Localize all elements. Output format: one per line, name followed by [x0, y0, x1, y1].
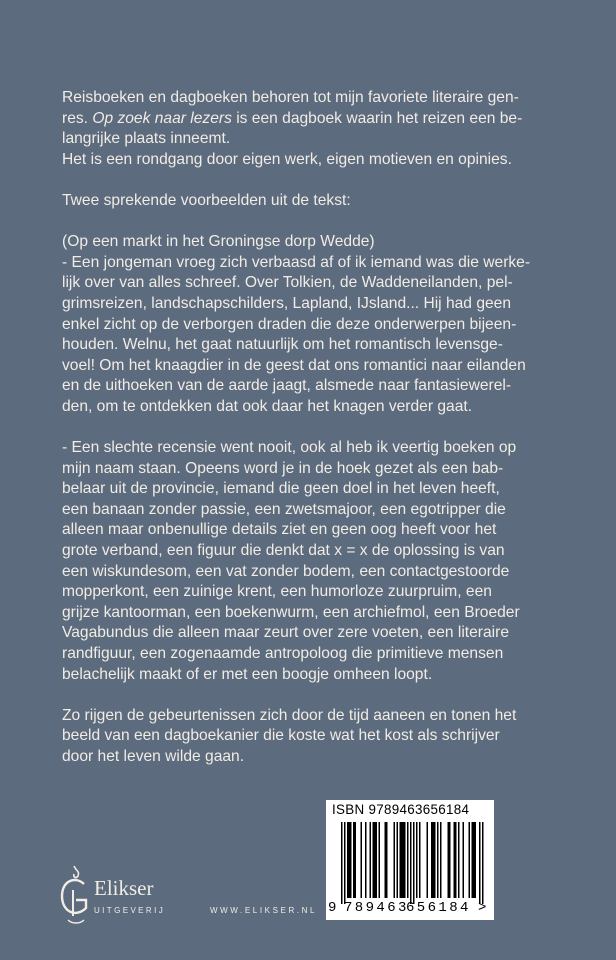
barcode-bar — [433, 822, 435, 898]
example2-line: een banaan zonder passie, een zwetsmajoor, een egotripper die — [62, 500, 506, 518]
barcode-digits-right: 656184 — [406, 900, 471, 916]
example1-context: (Op een markt in het Groningse dorp Wedde) — [62, 233, 375, 251]
example2-line: - Een slechte recensie went nooit, ook al heb ik veertig boeken op — [62, 439, 517, 457]
publisher-logo — [54, 862, 194, 932]
barcode-bar — [401, 822, 403, 898]
closing-line: Zo rijgen de gebeurtenissen zich door de tijd aaneen en tonen het — [62, 706, 517, 724]
barcode-bar — [440, 822, 442, 898]
intro-prefix: res. — [62, 109, 93, 127]
barcode-bar — [404, 822, 406, 898]
barcode-bar — [482, 822, 484, 904]
barcode-bar — [365, 822, 367, 898]
barcode-bar — [419, 822, 421, 898]
barcode-bar — [434, 822, 436, 898]
barcode-bar — [410, 822, 412, 904]
barcode-bar — [416, 822, 418, 898]
barcode-bar — [376, 822, 378, 898]
book-title: Op zoek naar lezers — [92, 109, 232, 127]
barcode-arrow: > — [478, 900, 487, 916]
closing-line: beeld van een dagboekanier die koste wat het kost als schrijver — [62, 727, 500, 745]
barcode-bar — [455, 822, 457, 898]
publisher-name: Elikser — [94, 876, 154, 900]
barcode-bar — [355, 822, 357, 898]
publisher-website: WWW.ELIKSER.NL — [210, 906, 318, 915]
intro-line: Het is een rondgang door eigen werk, eigen motieven en opinies. — [62, 150, 512, 168]
barcode-bar — [475, 822, 477, 898]
barcode-bar — [361, 822, 363, 898]
barcode-bar — [463, 822, 465, 898]
example1-line: den, om te ontdekken dat ook daar het knagen verder gaat. — [62, 397, 473, 415]
barcode-bar — [458, 822, 460, 898]
barcode-bar — [347, 822, 349, 898]
barcode-icon — [326, 822, 494, 906]
barcode-bar — [407, 822, 409, 898]
example2-line: Vagabundus die alleen maar zeurt over zere voeten, een literaire — [62, 624, 510, 642]
examples-heading: Twee sprekende voorbeelden uit de tekst: — [62, 191, 351, 209]
barcode-bar — [449, 822, 451, 898]
barcode-bar — [373, 822, 375, 898]
example2-line: grijze kantoorman, een boekenwurm, een archiefmol, een Broeder — [62, 603, 520, 621]
barcode-bar — [344, 822, 346, 904]
closing-line: door het leven wilde gaan. — [62, 748, 245, 765]
isbn-label: ISBN 9789463656184 — [332, 802, 470, 817]
example2-line: alleen maar onbenullige details ziet en geen oog heeft voor het — [62, 521, 497, 539]
isbn-barcode — [326, 800, 494, 920]
barcode-bar — [427, 822, 429, 898]
barcode-bar — [385, 822, 387, 898]
barcode-bar — [448, 822, 450, 898]
barcode-bar — [469, 822, 471, 898]
barcode-bar — [413, 822, 415, 904]
intro-line — [62, 109, 562, 130]
example2-line: mopperkont, een zuinige krent, een humorloze zuurpruim, een — [62, 583, 492, 601]
barcode-bar — [437, 822, 439, 898]
barcode-bar — [400, 822, 402, 898]
barcode-bar — [370, 822, 372, 898]
barcode-bar — [472, 822, 474, 898]
barcode-bar — [397, 822, 399, 898]
barcode-bar — [431, 822, 433, 898]
example2-line: mijn naam staan. Opeens word je in de hoek gezet als een bab- — [62, 459, 504, 477]
example2-line: randfiguur, een zogenaamde antropoloog die primitieve mensen — [62, 645, 504, 663]
example2-line: een wiskundesom, een vat zonder bodem, een contactgestoorde — [62, 562, 510, 580]
barcode-bar — [473, 822, 475, 898]
example1-line: grimsreizen, landschapschilders, Lapland, IJsland... Hij had geen — [62, 294, 512, 312]
intro-rest: is een dagboek waarin het reizen een be- — [231, 109, 523, 127]
barcode-bar — [353, 822, 355, 898]
barcode-bar — [341, 822, 343, 904]
barcode-bar — [374, 822, 376, 898]
barcode-bar — [403, 822, 405, 898]
barcode-bar — [349, 822, 351, 898]
example2-line: belaar uit de provincie, iemand die geen doel in het leven heeft, — [62, 480, 500, 498]
example1-line: enkel zicht op de verborgen draden die deze onderwerpen bijeen- — [62, 315, 517, 333]
publisher-subtitle: UITGEVERIJ — [94, 906, 166, 915]
intro-line: langrijke plaats inneemt. — [62, 130, 231, 148]
example1-line: voel! Om het knaagdier in de geest dat ons romantici naar eilanden — [62, 356, 526, 374]
barcode-bar — [479, 822, 481, 904]
elikser-emblem-icon — [54, 862, 94, 932]
example1-line: en de uithoeken van de aarde jaagt, alsmede naar fantasiewerel- — [62, 377, 512, 395]
example1-line: lijk over van alles schreef. Over Tolkien, de Waddeneilanden, pel- — [62, 274, 513, 292]
example2-line: belachelijk maakt of er met een boogje omheen loopt. — [62, 665, 433, 683]
barcode-bar — [394, 822, 396, 898]
barcode-bar — [350, 822, 352, 898]
barcode-digits-left: 789463 — [344, 900, 409, 916]
barcode-bar — [386, 822, 388, 898]
example1-line: - Een jongeman vroeg zich verbaasd af of ik iemand was die werke- — [62, 253, 531, 271]
intro-line: Reisboeken en dagboeken behoren tot mijn favoriete literaire gen- — [62, 89, 519, 106]
example2-line: grote verband, een figuur die denkt dat x = x de oplossing is van — [62, 542, 505, 560]
barcode-bar — [454, 822, 456, 898]
example1-line: houden. Welnu, het gaat natuurlijk om het romantisch levensge- — [62, 336, 503, 354]
barcode-digit-first: 9 — [328, 900, 337, 916]
back-cover-text — [62, 88, 562, 768]
barcode-bar — [379, 822, 381, 898]
